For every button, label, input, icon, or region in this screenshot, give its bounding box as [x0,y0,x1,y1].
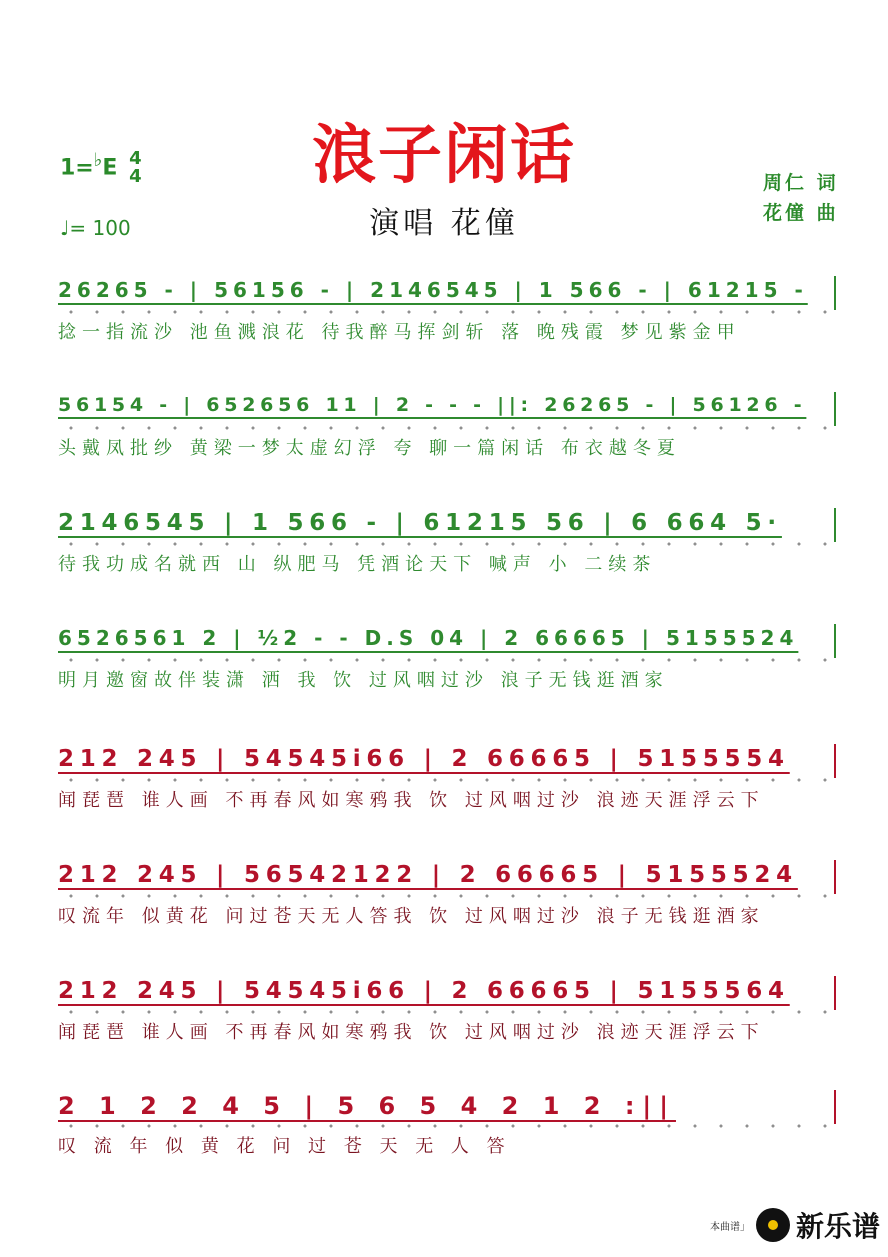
page-title: 浪子闲话 [312,119,576,193]
key-signature [60,150,142,186]
score-system [58,1092,838,1162]
octave-dots [58,778,838,782]
barline [834,744,836,778]
lyrics-line: 待我功成名就西 山 纵肥马 凭酒论天下 喊声 小 二续茶 [58,554,657,575]
score-system [58,510,838,580]
barline [834,624,836,658]
key-note: E [102,155,118,181]
ts-top: 4 [129,148,142,170]
lyrics-line: 头戴凤批纱 黄梁一梦太虚幻浮 夸 聊一篇闲话 布衣越冬夏 [58,438,681,459]
lyricist-credit: 周仁 词 [763,172,839,194]
barline [834,276,836,310]
lyrics-line: 闻琵琶 谁人画 不再春风如寒鸦我 饮 过风咽过沙 浪迹天涯浮云下 [58,1022,765,1043]
flat-symbol: ♭ [93,150,103,171]
barline [834,392,836,426]
tempo-marking: ♩= 100 [60,216,131,240]
octave-dots [58,1010,838,1014]
score-system [58,978,838,1048]
octave-dots [58,542,838,546]
lyrics-line: 叹 流 年 似 黄 花 问 过 苍 天 无 人 答 [58,1136,511,1157]
score-system [58,746,838,816]
notation-line: 212 245 | 56542122 | 2 66665 | 5155524 [58,862,798,888]
score-system [58,862,838,932]
barline [834,976,836,1010]
octave-dots [58,426,838,430]
disc-icon [756,1208,790,1242]
barline [834,860,836,894]
barline [834,508,836,542]
brand-name: 新乐谱 [795,1210,880,1243]
time-signature [129,150,142,186]
footer-logo [710,1205,880,1245]
lyrics-line: 叹流年 似黄花 问过苍天无人答我 饮 过风咽过沙 浪子无钱逛酒家 [58,906,765,927]
octave-dots [58,310,838,314]
notation-line: 56154 - | 652656 11 | 2 - - - ||: 26265 - | 56126 - [58,394,807,416]
footer-note: 本曲谱」 [709,1221,750,1233]
ts-bottom: 4 [129,166,142,188]
key-prefix: 1= [60,155,94,181]
score-system [58,278,838,348]
octave-dots [58,1124,838,1128]
score-system [58,626,838,696]
barline [834,1090,836,1124]
notation-line: 26265 - | 56156 - | 2146545 | 1 566 - | 61215 - [58,278,808,302]
octave-dots [58,658,838,662]
octave-dots [58,894,838,898]
notation-line: 6526561 2 | ½2 - - D.S 04 | 2 66665 | 5155524 [58,626,799,650]
notation-line: 2146545 | 1 566 - | 61215 56 | 6 664 5· [58,510,782,536]
singer-line: 演唱 花僮 [369,206,519,241]
notation-line: 2 1 2 2 4 5 | 5 6 5 4 2 1 2 :|| [58,1092,676,1120]
score-system [58,394,838,464]
lyrics-line: 闻琵琶 谁人画 不再春风如寒鸦我 饮 过风咽过沙 浪迹天涯浮云下 [58,790,765,811]
lyrics-line: 捻一指流沙 池鱼溅浪花 待我醉马挥剑斩 落 晚残霞 梦见紫金甲 [58,322,741,343]
lyrics-line: 明月邀窗故伴装潇 洒 我 饮 过风咽过沙 浪子无钱逛酒家 [58,670,669,691]
notation-line: 212 245 | 54545i66 | 2 66665 | 5155554 [58,746,790,772]
notation-line: 212 245 | 54545i66 | 2 66665 | 5155564 [58,978,790,1004]
composer-credit: 花僮 曲 [763,202,839,224]
